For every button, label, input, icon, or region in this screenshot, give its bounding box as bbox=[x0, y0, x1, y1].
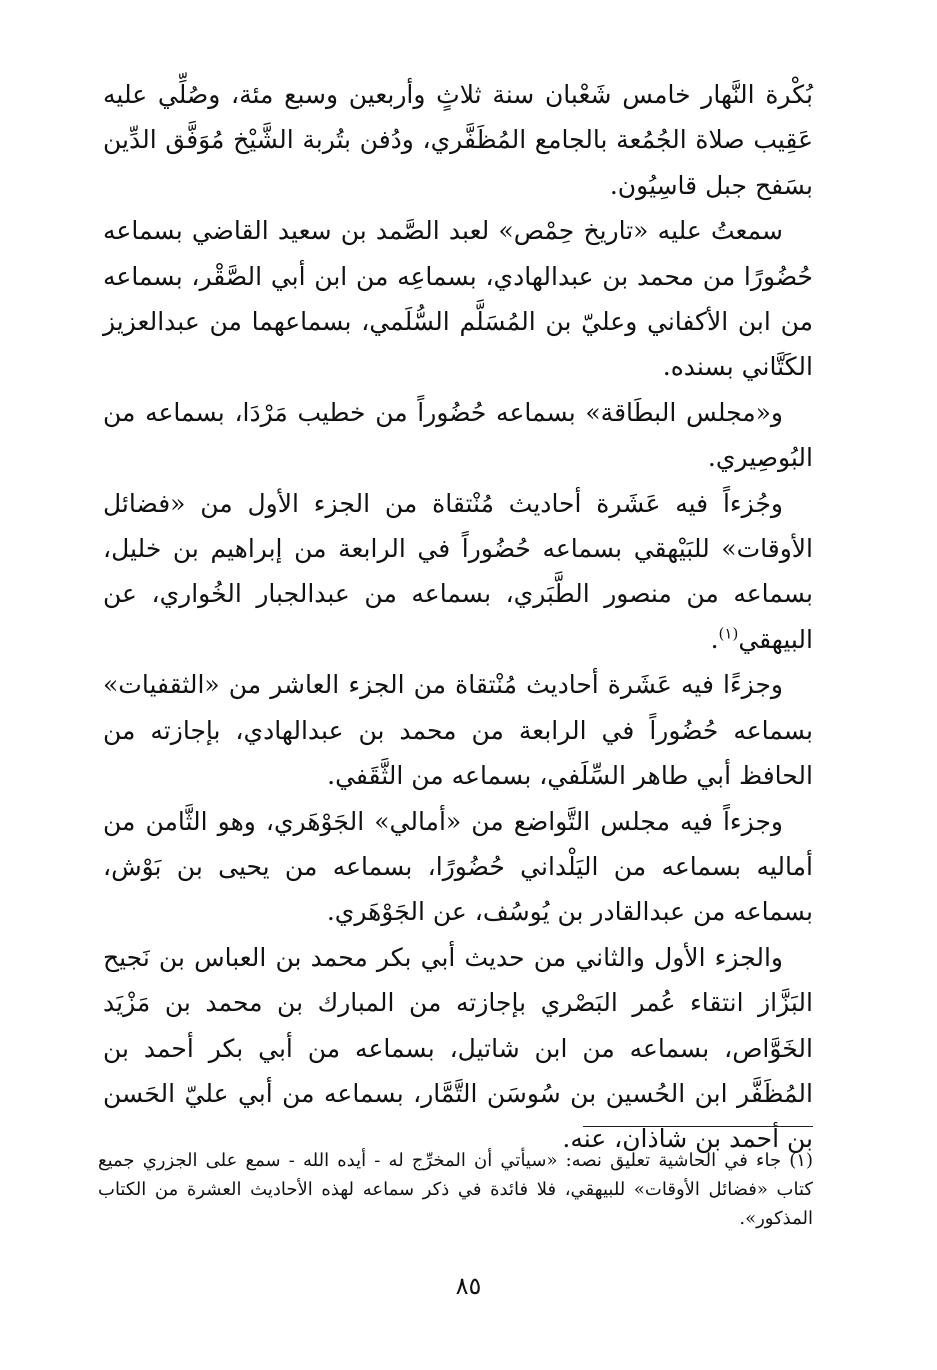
paragraph bbox=[103, 72, 813, 208]
paragraph-text: وجزءاً فيه مجلس التَّواضع من «أمالي» الجَوْهَري، وهو الثَّامن من أماليه بسماعه من اليَلْداني حُضُورًا، بسماعه من يحيى بن بَوْش، بسماعه من عبدالقادر بن يُوسُف، عن الجَوْهَري. bbox=[103, 806, 813, 927]
paragraph bbox=[103, 208, 813, 390]
paragraph-text: سمعتُ عليه «تاريخ حِمْص» لعبد الصَّمد بن سعيد القاضي بسماعه حُضُورًا من محمد بن عبدالهادي، بسماعِه من ابن أبي الصَّقْر، بسماعه من ابن الأكفاني وعليّ بن المُسَلَّم السُّلَمي، بسماعهما من عبدالعزيز الكَتَّاني بسنده. bbox=[103, 216, 813, 382]
footnote bbox=[98, 1146, 813, 1233]
paragraph-text: بُكْرة النَّهار خامس شَعْبان سنة ثلاثٍ وأربعين وسبع مئة، وصُلِّي عليه عَقِيب صلاة الجُمُعة بالجامع المُظَفَّري، ودُفن بتُربة الشَّيْخ مُوَفَّق الدِّين بسَفح جبل قاسِيُون. bbox=[103, 80, 813, 200]
paragraph-text: والجزء الأول والثاني من حديث أبي بكر محمد بن العباس بن نَجيح البَزَّاز انتقاء عُمر البَصْري بإجازته من المبارك بن محمد بن مَزْيَد الخَوَّاص، بسماعه من ابن شاتيل، بسماعه من أبي بكر أحمد بن المُظَفَّر ابن الحُسين بن سُوسَن التَّمَّار، بسماعه من أبي عليّ الحَسن بن أحمد بن شاذان، عنه. bbox=[103, 942, 813, 1154]
footnote-reference[interactable]: (١) bbox=[718, 624, 739, 643]
paragraph-text: وجزءًا فيه عَشَرة أحاديث مُنْتقاة من الجزء العاشر من «الثقفيات» بسماعه حُضُوراً في الرابعة من محمد بن عبدالهادي، بإجازته من الحافظ أبي طاهر السِّلَفي، بسماعه من الثَّقَفي. bbox=[103, 670, 813, 791]
footnote-separator bbox=[583, 1126, 813, 1127]
paragraph bbox=[103, 935, 813, 1162]
main-text bbox=[103, 72, 813, 1162]
footnote-text: (١) جاء في الحاشية تعليق نصه: «سيأتي أن المخرِّج له - أيده الله - سمع على الجزري جميع كتاب «فضائل الأوقات» للبيهقي، فلا فائدة في ذكر سماعه لهذه الأحاديث العشرة من الكتاب المذكور». bbox=[98, 1150, 813, 1229]
paragraph-text: وجُزءاً فيه عَشَرة أحاديث مُنْتقاة من الجزء الأول من «فضائل الأوقات» للبَيْهقي بسماعه حُضُوراً في الرابعة من إبراهيم بن خليل، بسماعه من منصور الطَّبَري، بسماعه من عبدالجبار الخُواري، عن البيهقي bbox=[103, 488, 813, 654]
paragraph bbox=[103, 799, 813, 935]
paragraph-text: و«مجلس البطَاقة» بسماعه حُضُوراً من خطيب مَرْدَا، بسماعه من البُوصِيري. bbox=[103, 397, 813, 473]
paragraph bbox=[103, 662, 813, 798]
paragraph bbox=[103, 390, 813, 481]
paragraph bbox=[103, 481, 813, 663]
sentence-end: . bbox=[710, 624, 719, 654]
page-number: ٨٥ bbox=[455, 1272, 482, 1300]
